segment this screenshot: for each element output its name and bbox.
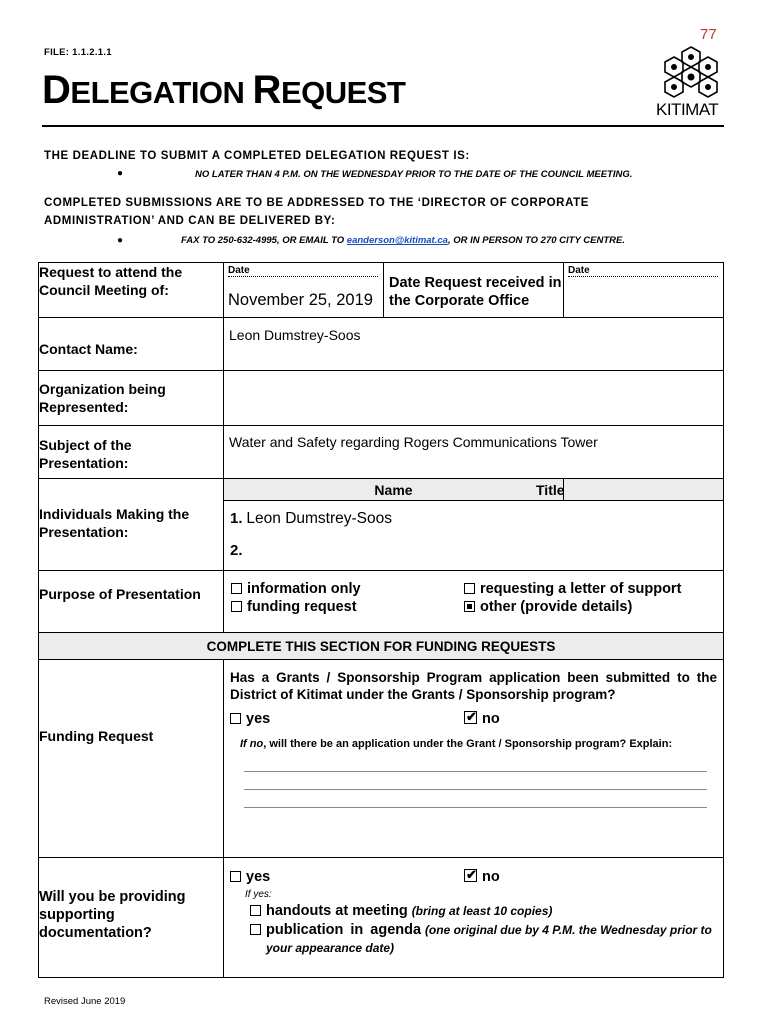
name-header: Name (224, 479, 564, 501)
contact-label: Contact Name: (39, 318, 224, 371)
answer-line[interactable] (244, 807, 707, 808)
meeting-date: November 25, 2019 (228, 291, 373, 309)
funding-yes[interactable] (230, 710, 464, 727)
subject-value[interactable]: Water and Safety regarding Rogers Communications Tower (224, 426, 724, 479)
checkbox-icon[interactable] (250, 905, 261, 916)
checkbox-icon[interactable] (231, 583, 242, 594)
submission-text (181, 235, 625, 246)
no-label: no (482, 869, 500, 885)
option-label: funding request (247, 599, 357, 615)
explain-lines[interactable] (230, 771, 717, 808)
publication-note: (one original due by 4 P.M. the Wednesday prior to your appearance date) (266, 923, 712, 955)
page-number: 77 (700, 26, 717, 43)
contact-value[interactable]: Leon Dumstrey-Soos (224, 318, 724, 371)
option-label: information only (247, 581, 361, 597)
handouts-label: handouts at meeting (266, 903, 408, 919)
publication-label: publication in agenda (266, 922, 422, 938)
handouts-option[interactable] (250, 902, 717, 919)
option-information-only[interactable] (231, 580, 464, 597)
title-part: ELEGATION (70, 75, 253, 110)
checkbox-icon[interactable] (464, 583, 475, 594)
option-label: requesting a letter of support (480, 581, 682, 597)
title-header-text: Title (536, 482, 565, 498)
option-funding-request[interactable] (231, 598, 464, 615)
subject-label: Subject of the Presentation: (39, 426, 224, 479)
option-letter-of-support[interactable] (464, 580, 681, 597)
answer-line[interactable] (244, 789, 707, 790)
option-other[interactable] (464, 598, 681, 615)
meeting-date-cell[interactable] (224, 263, 384, 318)
individuals-list[interactable] (224, 501, 724, 571)
docs-no[interactable] (464, 868, 500, 885)
funding-question: Has a Grants / Sponsorship Program application been submitted to the District of Kitimat under the Grants / Sponsorship program? (230, 670, 717, 702)
funding-label: Funding Request (39, 660, 224, 858)
purpose-label: Purpose of Presentation (39, 571, 224, 633)
title-part: R (252, 68, 281, 112)
submission-heading-line1: COMPLETED SUBMISSIONS ARE TO BE ADDRESSED TO THE ‘DIRECTOR OF CORPORATE (44, 197, 590, 209)
individual-1: Leon Dumstrey-Soos (246, 510, 392, 527)
title-rule (42, 125, 724, 127)
if-yes-label: If yes: (245, 889, 272, 900)
bullet-icon: ● (117, 235, 124, 246)
title-part: EQUEST (280, 75, 406, 110)
option-label: other (provide details) (480, 599, 633, 615)
checkbox-icon[interactable] (250, 924, 261, 935)
deadline-heading: THE DEADLINE TO SUBMIT A COMPLETED DELEGATION REQUEST IS: (44, 150, 470, 162)
title-part: D (42, 68, 71, 112)
delegation-form (38, 262, 724, 978)
docs-yes[interactable] (230, 868, 464, 885)
org-value[interactable] (224, 371, 724, 426)
bullet-icon: ● (117, 168, 124, 179)
yes-label: yes (246, 869, 271, 885)
title-header (536, 479, 724, 501)
page-title (42, 68, 405, 113)
checkbox-icon[interactable] (230, 713, 241, 724)
docs-label: Will you be providing supporting documentation? (39, 858, 224, 978)
individual-2-num: 2. (230, 542, 243, 559)
checkmark-checkbox-icon[interactable]: ✔ (466, 709, 477, 724)
if-no-text (240, 737, 690, 752)
footer-revised: Revised June 2019 (44, 996, 126, 1007)
checkbox-icon[interactable] (231, 601, 242, 612)
checked-checkbox-icon[interactable] (464, 601, 475, 612)
received-date-cell[interactable] (564, 263, 724, 318)
file-number: FILE: 1.1.2.1.1 (44, 47, 112, 58)
org-label: Organization being Represented: (39, 371, 224, 426)
date-caption: Date (228, 263, 378, 277)
deadline-text: NO LATER THAN 4 P.M. ON THE WEDNESDAY PRIOR TO THE DATE OF THE COUNCIL MEETING. (195, 169, 633, 180)
kitimat-snowflake-logo (660, 44, 722, 100)
individual-1-num: 1. (230, 510, 243, 527)
purpose-options (224, 571, 724, 633)
publication-option[interactable] (250, 921, 717, 957)
docs-details (224, 858, 724, 978)
submission-heading-line2: ADMINISTRATION’ AND CAN BE DELIVERED BY: (44, 215, 336, 227)
email-link[interactable]: eanderson@kitimat.ca (346, 235, 448, 246)
submission-pre: FAX TO 250-632-4995, OR EMAIL TO (181, 235, 347, 246)
received-label: Date Request received in the Corporate Office (384, 263, 564, 318)
if-no-pre: If no (240, 738, 264, 750)
funding-section-header: COMPLETE THIS SECTION FOR FUNDING REQUESTS (39, 633, 724, 660)
request-label: Request to attend the Council Meeting of: (39, 263, 224, 318)
individuals-label: Individuals Making the Presentation: (39, 479, 224, 571)
handouts-note: (bring at least 10 copies) (411, 904, 553, 918)
submission-post: , OR IN PERSON TO 270 CITY CENTRE. (447, 235, 625, 246)
no-label: no (482, 711, 500, 727)
logo-text: KITIMAT (656, 100, 719, 119)
received-date-caption: Date (568, 263, 718, 277)
funding-no[interactable] (464, 710, 500, 727)
funding-details (224, 660, 724, 858)
yes-label: yes (246, 711, 271, 727)
checkbox-icon[interactable] (230, 871, 241, 882)
answer-line[interactable] (244, 771, 707, 772)
if-no-rest: , will there be an application under the Grant / Sponsorship program? Explain: (263, 738, 673, 750)
checkmark-checkbox-icon[interactable]: ✔ (466, 867, 477, 882)
